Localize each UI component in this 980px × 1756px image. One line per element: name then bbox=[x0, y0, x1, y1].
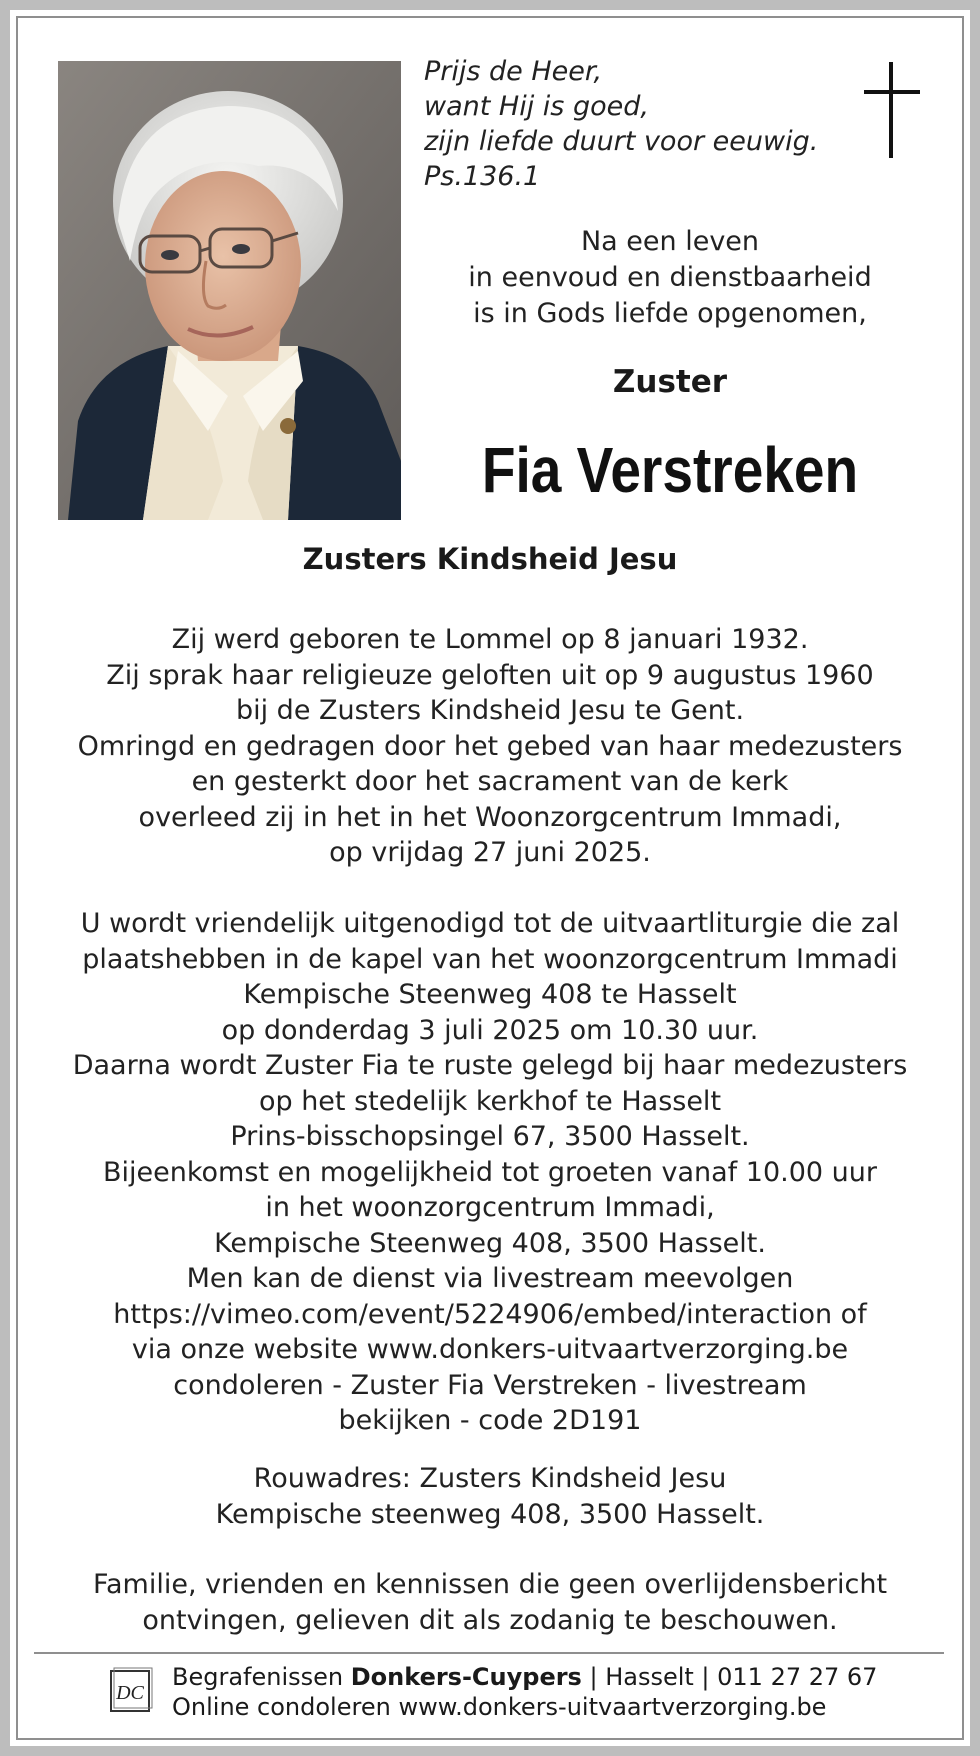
logo-monogram: DC bbox=[116, 1682, 144, 1704]
bio-line: overleed zij in het in het Woonzorgcentrum Immadi, bbox=[138, 801, 842, 833]
service-line: condoleren - Zuster Fia Verstreken - livestream bbox=[173, 1369, 807, 1401]
bio-line: en gesterkt door het sacrament van de kerk bbox=[191, 766, 789, 797]
verse-reference: Ps.136.1 bbox=[424, 161, 541, 192]
mourning-line: Kempische steenweg 408, 3500 Hasselt. bbox=[215, 1498, 765, 1530]
bio-line: Omringd en gedragen door het gebed van haar medezusters bbox=[77, 730, 903, 762]
footer-line-1 bbox=[172, 1662, 892, 1692]
service-line: op donderdag 3 juli 2025 om 10.30 uur. bbox=[221, 1014, 759, 1046]
mourning-line: Rouwadres: Zusters Kindsheid Jesu bbox=[253, 1463, 727, 1494]
website-line[interactable]: via onze website www.donkers-uitvaartverzorging.be bbox=[131, 1334, 849, 1365]
footer-website-link[interactable]: www.donkers-uitvaartverzorging.be bbox=[398, 1693, 827, 1721]
service-line: Men kan de dienst via livestream meevolgen bbox=[186, 1263, 794, 1294]
family-line: Familie, vrienden en kennissen die geen overlijdensbericht bbox=[92, 1569, 888, 1600]
footer-line-2 bbox=[172, 1692, 892, 1722]
service-line: Prins-bisschopsingel 67, 3500 Hasselt. bbox=[230, 1121, 750, 1152]
service-line: op het stedelijk kerkhof te Hasselt bbox=[258, 1085, 722, 1117]
footer-divider bbox=[34, 1652, 944, 1654]
mourning-address bbox=[30, 1461, 950, 1532]
funeral-service-details bbox=[30, 906, 950, 1439]
family-line: ontvingen, gelieven dit als zodanig te beschouwen. bbox=[142, 1604, 838, 1636]
service-line: in het woonzorgcentrum Immadi, bbox=[265, 1192, 715, 1223]
bio-line: bij de Zusters Kindsheid Jesu te Gent. bbox=[235, 695, 745, 726]
verse-line: Prijs de Heer, bbox=[424, 56, 603, 87]
livestream-link[interactable]: https://vimeo.com/event/5224906/embed/interaction of bbox=[113, 1298, 867, 1330]
company-name: Donkers-Cuypers bbox=[350, 1663, 582, 1691]
bio-line: Zij sprak haar religieuze geloften uit op 9 augustus 1960 bbox=[106, 659, 874, 691]
verse-line: zijn liefde duurt voor eeuwig. bbox=[424, 126, 819, 157]
portrait-photo bbox=[58, 61, 401, 520]
service-line: Kempische Steenweg 408, 3500 Hasselt. bbox=[214, 1227, 766, 1259]
intro-line: is in Gods liefde opgenomen, bbox=[473, 298, 867, 329]
intro-line: Na een leven bbox=[580, 226, 760, 257]
intro-line: in eenvoud en dienstbaarheid bbox=[468, 262, 872, 293]
service-line: Daarna wordt Zuster Fia te ruste gelegd bij haar medezusters bbox=[72, 1050, 908, 1081]
deceased-title: Zuster bbox=[612, 364, 728, 400]
footer bbox=[172, 1662, 892, 1722]
service-line: plaatshebben in de kapel van het woonzorgcentrum Immadi bbox=[82, 943, 898, 975]
family-notice bbox=[30, 1567, 950, 1638]
bible-verse bbox=[424, 54, 824, 194]
biography bbox=[30, 622, 950, 871]
congregation-name: Zusters Kindsheid Jesu bbox=[302, 542, 678, 576]
service-line: U wordt vriendelijk uitgenodigd tot de uitvaartliturgie die zal bbox=[80, 908, 900, 939]
service-line: Kempische Steenweg 408 te Hasselt bbox=[243, 979, 737, 1010]
cross-icon bbox=[864, 62, 920, 158]
bio-line: op vrijdag 27 juni 2025. bbox=[329, 837, 651, 868]
online-condolence-label: Online condoleren bbox=[172, 1693, 399, 1721]
verse-line: want Hij is goed, bbox=[424, 91, 649, 122]
intro-text bbox=[420, 224, 920, 332]
footer-prefix: Begrafenissen bbox=[172, 1663, 351, 1691]
service-line: Bijeenkomst en mogelijkheid tot groeten vanaf 10.00 uur bbox=[103, 1156, 877, 1188]
deceased-name: Fia Verstreken bbox=[481, 434, 859, 506]
service-line: bekijken - code 2D191 bbox=[338, 1405, 642, 1436]
funeral-home-logo bbox=[108, 1666, 154, 1714]
footer-contact: | Hasselt | 011 27 27 67 bbox=[581, 1663, 878, 1691]
bio-line: Zij werd geboren te Lommel op 8 januari 1932. bbox=[171, 624, 809, 655]
